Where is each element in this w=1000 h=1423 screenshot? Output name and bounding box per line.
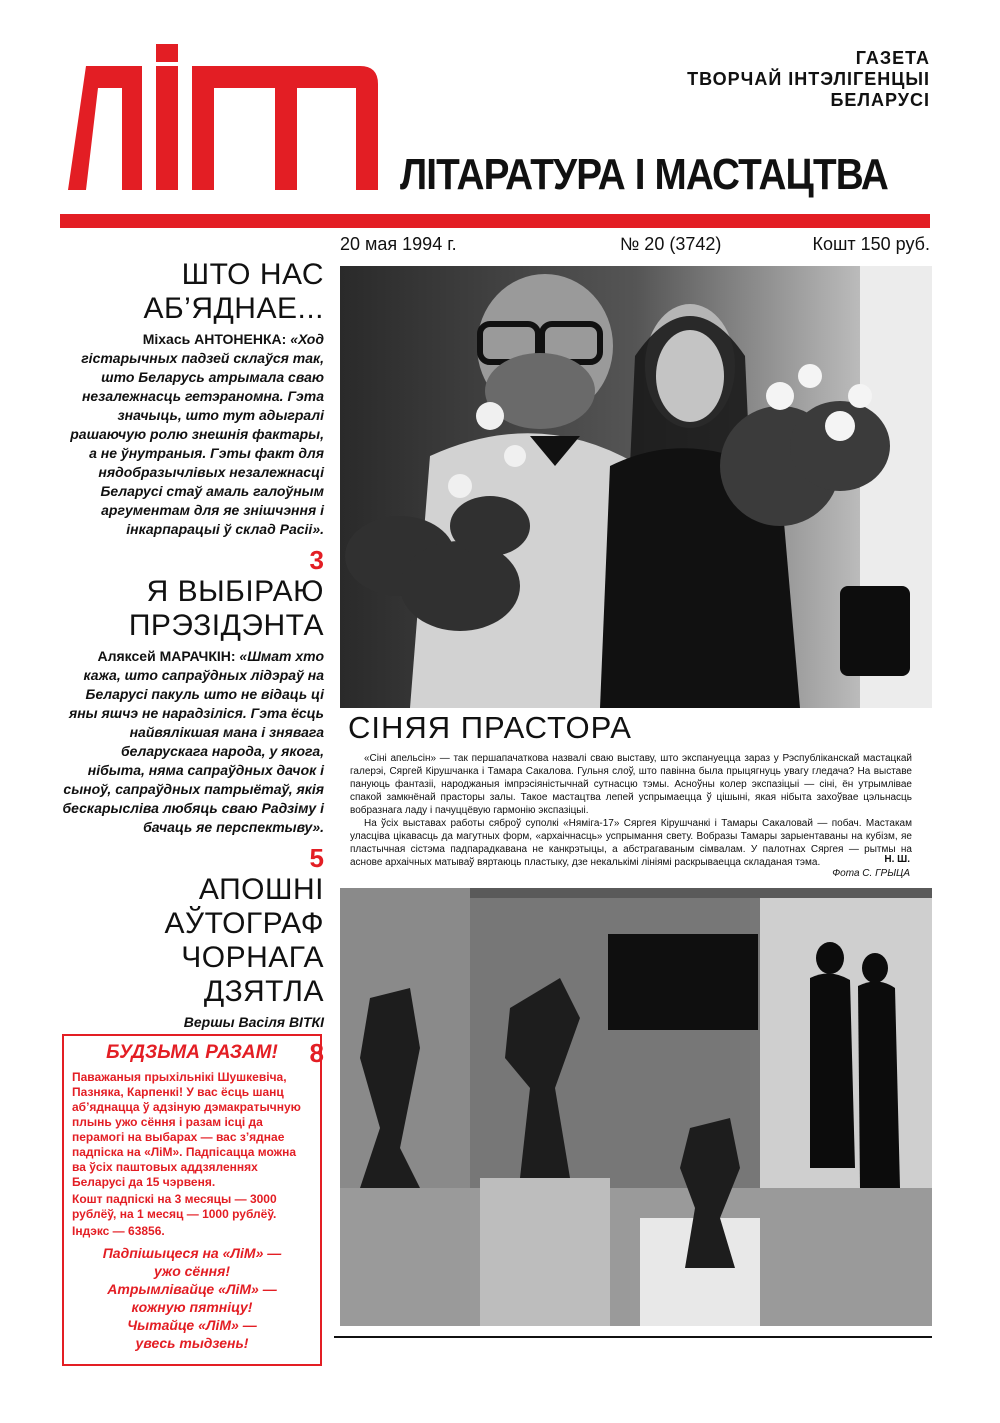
lim-logo [60, 42, 380, 192]
slogan-line: кожную пятніцу! [131, 1299, 253, 1315]
tagline-line-3: БЕЛАРУСІ [830, 90, 930, 110]
teaser-author: Аляксей МАРАЧКІН: [97, 648, 236, 664]
teaser-title: АПОШНІ АЎТОГРАФ ЧОРНАГА ДЗЯТЛА [164, 873, 324, 1008]
slogan-line: ужо сёння! [153, 1263, 231, 1279]
teaser-page-number: 5 [309, 843, 324, 873]
issue-line [340, 234, 930, 258]
teaser-1[interactable] [62, 258, 324, 575]
artists-photo [340, 266, 932, 708]
slogan-line: Падпішыцеся на «ЛіМ» — [102, 1245, 282, 1261]
teaser-page-number: 8 [309, 1038, 324, 1068]
article-signature: Н. Ш. [884, 854, 910, 865]
article-paragraph: «Сіні апельсін» — так першапачаткова назвалі сваю выставу, што экспануецца зараз у Рэспубліканскай мастацкай галерэі, Сяргей Кірушчанка і Тамара Сакалова. Гульня слоў, што павінна была прыцягнуць увагу гледача? На выставе пануюць фантазіі, народжаныя імпрэсіяністычнай сутнасцю тэмы. Асноўны колер экспазіцыі — сіні, ён утрымлівае спакой замкнёнай прасторы залы. Такое мастацтва лепей успрымаецца ў цішыні, якая нібыта захоўвае цэльнасць вобразнага ладу і пачуццёвую гармонію экспазіцыі. [350, 753, 912, 816]
teaser-title: ШТО НАС АБ’ЯДНАЕ... [143, 258, 324, 325]
tagline [687, 48, 930, 111]
exhibition-photo [340, 888, 932, 1326]
tagline-line-2: ТВОРЧАЙ ІНТЭЛІГЕНЦЫІ [687, 69, 930, 89]
issue-price: Кошт 150 руб. [812, 234, 930, 254]
tagline-line-1: ГАЗЕТА [855, 48, 930, 68]
issue-number: № 20 (3742) [620, 234, 722, 254]
teaser-title: Я ВЫБІРАЮ ПРЭЗІДЭНТА [128, 575, 324, 642]
article-paragraph: На ўсіх выставах работы сяброў суполкі «Няміга-17» Сяргея Кірушчанкі і Тамары Сакаловай — побач. Мастакам уласціва цікавасць да магутных форм, «архаічнасць» успрымання свету. Вобразы Тамары зарыентаваны на кубізм, яе пластычная сістэма падпарадкавана не канкрэтыцы, а абстрагаваным сімвалам. У палотнах Сяргея — рытмы на аснове архаічных матываў вяртаюць пластыку, дзе некалькімі лініямі раскрываецца складаная тэма. [350, 818, 912, 868]
article-title: СІНЯЯ ПРАСТОРА [348, 710, 632, 745]
teaser-quote: «Ход гістарычных падзей склаўся так, што Беларусь атрымала сваю незалежнасць гетэраномна. Гэта значыць, што тут адыгралі рашаючую ролю знешнія фактары, а не ўнутраныя. Гэты факт для нядобразычлівых незалежнасці Беларусі стаў амаль галоўным аргументам для яе знішчэння і інкарпарацыі ў склад Расіі». [70, 331, 324, 537]
teaser-column [62, 258, 324, 1068]
subscription-slogans [72, 1244, 312, 1352]
slogan-line: увесь тыдзень! [135, 1335, 249, 1351]
subscription-index: Індэкс — 63856. [72, 1224, 165, 1238]
masthead-red-bar [60, 214, 930, 228]
subscription-body: Паважаныя прыхільнікі Шушкевіча, Пазняка, Карпенкі! У вас ёсць шанц аб’яднацца ў адзіную дэмакратычную плынь ужо сёння і разам ісці да перамогі на выбарах — вас з’яднае падпіска на «ЛіМ». Падпісацца можна ва ўсіх паштовых аддзяленнях Беларусі да 15 чэрвеня. [72, 1070, 301, 1189]
teaser-author: Міхась АНТОНЕНКА: [142, 331, 287, 347]
teaser-page-number: 3 [309, 545, 324, 575]
slogan-line: Чытайце «ЛіМ» — [127, 1317, 257, 1333]
masthead-subtitle: ЛІТАРАТУРА І МАСТАЦТВА [400, 150, 888, 199]
teaser-quote: Вершы Васіля ВІТКІ [183, 1014, 324, 1030]
issue-date: 20 мая 1994 г. [340, 234, 457, 254]
article-text [350, 752, 912, 869]
photo-credit: Фота С. ГРЫЦА [832, 868, 910, 879]
subscription-price: Кошт падпіскі на 3 месяцы — 3000 рублёў, на 1 месяц — 1000 рублёў. [72, 1192, 277, 1221]
slogan-line: Атрымлівайце «ЛіМ» — [107, 1281, 277, 1297]
bottom-rule [334, 1336, 932, 1338]
teaser-quote: «Шмат хто кажа, што сапраўдных лідэраў на Беларусі пакуль што не відаць ці яны яшчэ не нарадзіліся. Гэта ёсць найвялікшая мана і знявага беларускага народа, у якога, нібыта, няма сапраўдных дачок і сыноў, сапраўдных патрыётаў, якія бескарысліва любяць сваю Радзіму і бачаць яе перспектыву». [62, 648, 324, 835]
subscription-box [62, 1034, 322, 1366]
subscription-title: БУДЗЬМА РАЗАМ! [106, 1042, 278, 1063]
teaser-2[interactable] [62, 575, 324, 873]
